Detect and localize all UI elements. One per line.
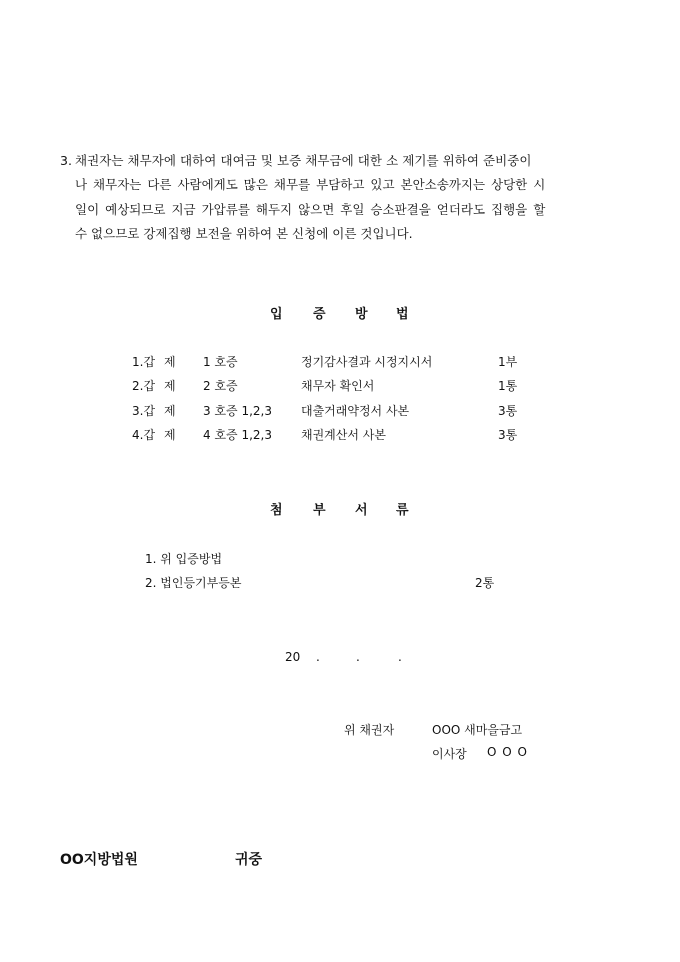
evidence-qty: 3통 — [498, 428, 518, 442]
evidence-gap: 제 — [164, 428, 176, 442]
creditor-role: 위 채권자 — [344, 723, 395, 737]
attachment-item: 1. 위 입증방법 — [145, 552, 223, 566]
heading-char: 류 — [396, 503, 409, 518]
date-dot: . — [356, 650, 360, 664]
evidence-gap: 제 — [164, 404, 176, 418]
evidence-qty: 1통 — [498, 379, 518, 393]
date-dot: . — [398, 650, 402, 664]
evidence-desc: 정기감사결과 시정지시서 — [301, 355, 433, 369]
attachment-item: 2. 법인등기부등본 — [145, 576, 242, 590]
paragraph-line: 나 채무자는 다른 사람에게도 많은 채무를 부담하고 있고 본안소송까지는 상당한 시 — [75, 177, 546, 192]
evidence-qty: 3통 — [498, 404, 518, 418]
court-name: OO지방법원 — [60, 852, 138, 868]
evidence-num: 1 호증 — [203, 355, 238, 369]
heading-char: 서 — [355, 503, 368, 518]
court-suffix: 귀중 — [235, 852, 263, 868]
paragraph-line: 일이 예상되므로 지금 가압류를 해두지 않으면 후일 승소판결을 얻더라도 집행을 할 — [75, 202, 546, 217]
evidence-desc: 채권계산서 사본 — [301, 428, 386, 442]
attachment-qty: 2통 — [475, 576, 495, 590]
evidence-desc: 대출거래약정서 사본 — [301, 404, 410, 418]
evidence-qty: 1부 — [498, 355, 518, 369]
heading-char: 방 — [355, 307, 368, 322]
section-number: 3. — [60, 153, 72, 168]
date-year: 20 — [285, 650, 301, 664]
evidence-num: 4 호증 1,2,3 — [203, 428, 272, 442]
representative-title: 이사장 — [432, 747, 467, 761]
heading-char: 증 — [313, 307, 326, 322]
date-dot: . — [316, 650, 320, 664]
evidence-no: 4.갑 — [132, 428, 156, 442]
creditor-org: OOO 새마을금고 — [432, 723, 523, 737]
heading-char: 첨 — [270, 503, 283, 518]
paragraph-line: 수 없으므로 강제집행 보전을 위하여 본 신청에 이른 것입니다. — [75, 226, 413, 241]
evidence-gap: 제 — [164, 379, 176, 393]
evidence-no: 3.갑 — [132, 404, 156, 418]
heading-char: 입 — [270, 307, 283, 322]
heading-char: 법 — [396, 307, 409, 322]
evidence-num: 2 호증 — [203, 379, 238, 393]
evidence-desc: 채무자 확인서 — [301, 379, 375, 393]
evidence-gap: 제 — [164, 355, 176, 369]
evidence-no: 2.갑 — [132, 379, 156, 393]
representative-name: O O O — [487, 745, 528, 759]
evidence-no: 1.갑 — [132, 355, 156, 369]
heading-char: 부 — [313, 503, 326, 518]
paragraph-line: 채권자는 채무자에 대하여 대여금 및 보증 채무금에 대한 소 제기를 위하여 준비중이 — [75, 153, 532, 168]
evidence-num: 3 호증 1,2,3 — [203, 404, 272, 418]
